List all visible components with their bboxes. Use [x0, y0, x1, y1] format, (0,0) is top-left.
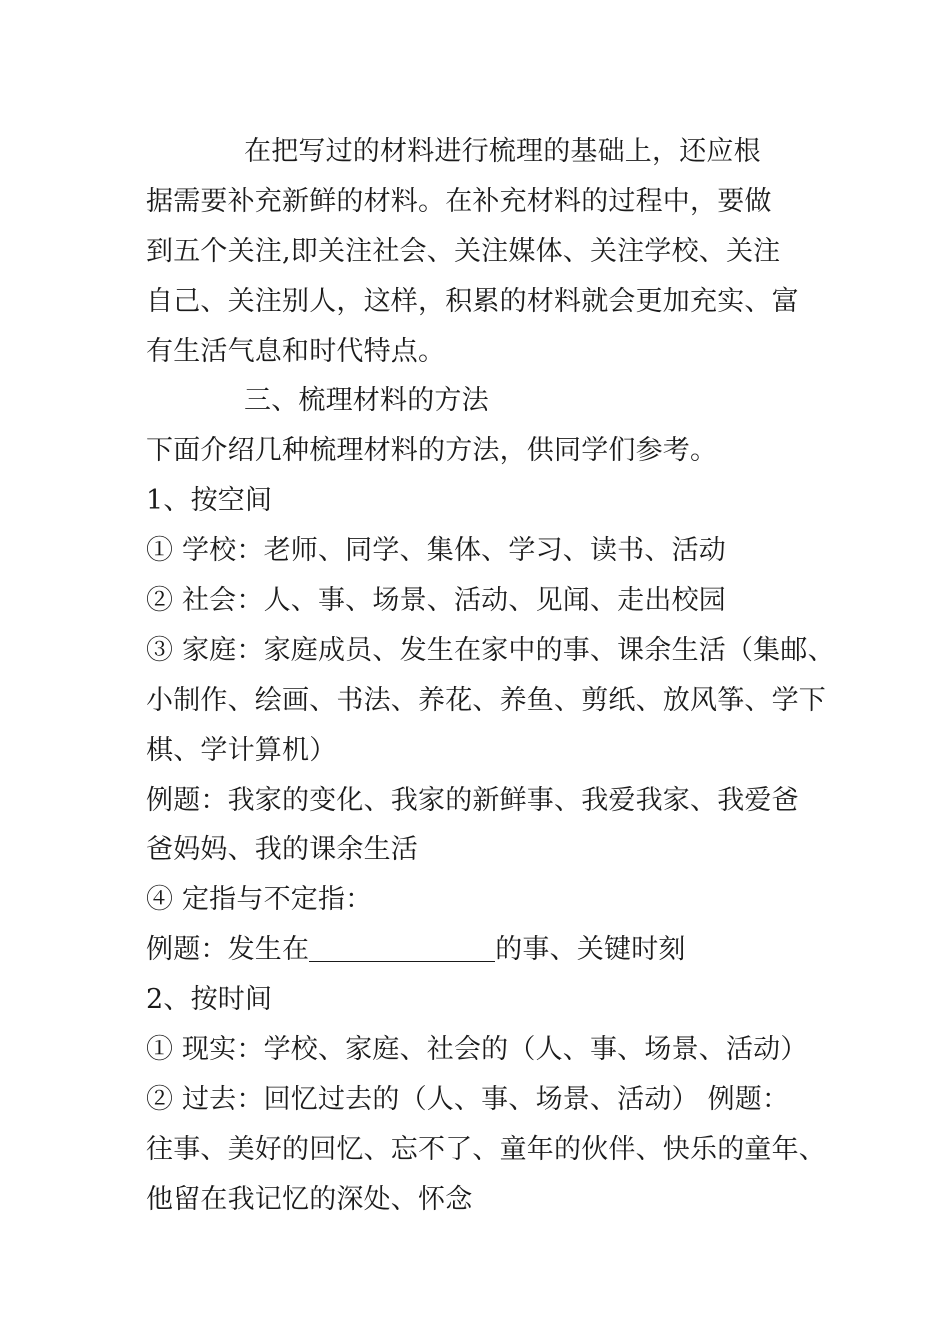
list-item-continuation: 他留在我记忆的深处、怀念	[146, 1183, 473, 1215]
list-item: ① 学校：老师、同学、集体、学习、读书、活动	[146, 535, 726, 567]
example-line: 例题：我家的变化、我家的新鲜事、我爱我家、我爱爸	[146, 784, 799, 816]
list-item: ① 现实：学校、家庭、社会的（人、事、场景、活动）	[146, 1034, 808, 1066]
list-item: ② 过去：回忆过去的（人、事、场景、活动） 例题：	[146, 1083, 790, 1115]
subsection-heading-time: 2、按时间	[146, 984, 273, 1016]
section-heading: 三、梳理材料的方法	[244, 385, 489, 417]
example-fill-in-line	[146, 925, 826, 975]
fill-in-blank	[309, 961, 495, 962]
list-item-continuation: 棋、学计算机）	[146, 734, 337, 766]
document-body	[146, 127, 835, 1225]
example-text-after: 的事、关键时刻	[495, 934, 686, 966]
list-item-continuation: 往事、美好的回忆、忘不了、童年的伙伴、快乐的童年、	[146, 1133, 826, 1165]
list-item-continuation: 小制作、绘画、书法、养花、养鱼、剪纸、放风筝、学下	[146, 684, 826, 716]
list-item: ④ 定指与不定指：	[146, 884, 373, 916]
example-line: 爸妈妈、我的课余生活	[146, 834, 418, 866]
paragraph-line: 在把写过的材料进行梳理的基础上，还应根	[244, 136, 761, 167]
subsection-heading-space: 1、按空间	[146, 485, 273, 517]
paragraph-line: 自己、关注别人，这样，积累的材料就会更加充实、富	[146, 285, 799, 317]
paragraph-line: 据需要补充新鲜的材料。在补充材料的过程中，要做	[146, 185, 772, 217]
paragraph-line: 有生活气息和时代特点。	[146, 335, 446, 367]
example-text-before: 例题：发生在	[146, 934, 310, 966]
list-item: ② 社会：人、事、场景、活动、见闻、走出校园	[146, 585, 726, 617]
paragraph-line: 到五个关注,即关注社会、关注媒体、关注学校、关注	[146, 235, 781, 267]
intro-text: 下面介绍几种梳理材料的方法，供同学们参考。	[146, 435, 718, 467]
list-item: ③ 家庭：家庭成员、发生在家中的事、课余生活（集邮、	[146, 634, 835, 666]
